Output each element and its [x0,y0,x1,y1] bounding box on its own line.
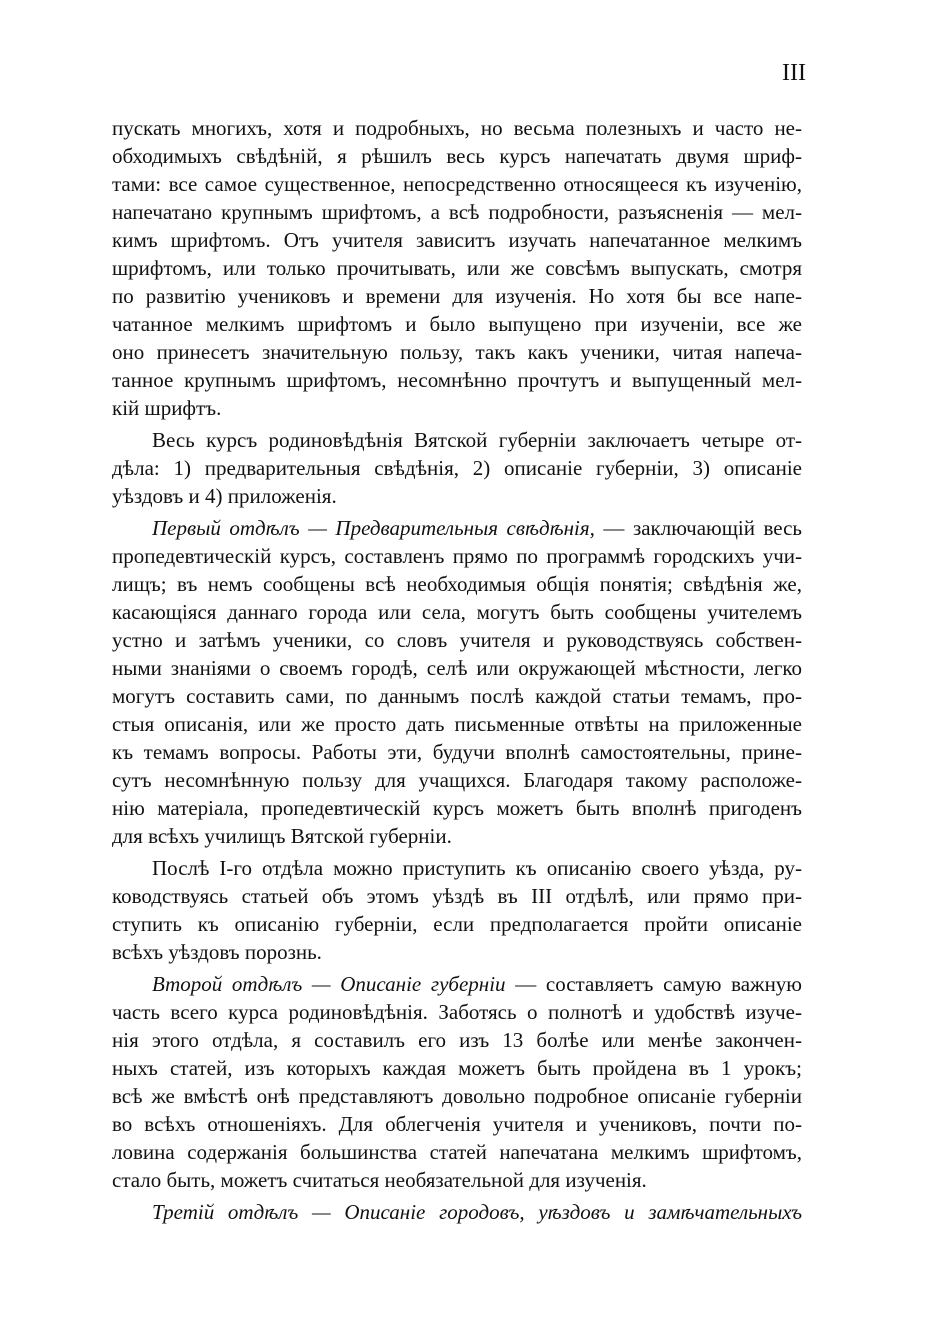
text-line: ловина содержанія большинства статей напечатана мелкимъ шрифтомъ, [112,1140,802,1164]
section-heading-italic: Второй отдѣлъ — Описаніе губерніи [152,972,506,996]
text-line: по развитію учениковъ и времени для изученія. Но хотя бы все напе- [112,284,802,308]
paragraph [112,114,802,422]
text-line: всѣ же вмѣстѣ онѣ представляютъ довольно подробное описаніе губерніи [112,1084,802,1108]
text-line: къ темамъ вопросы. Работы эти, будучи вполнѣ самостоятельны, прине- [112,740,802,764]
text-line: устно и затѣмъ ученики, со словъ учителя и руководствуясь собствен- [112,628,802,652]
text-line: танное крупнымъ шрифтомъ, несомнѣнно прочтутъ и выпущенный мел- [112,368,802,392]
text-line: нія этого отдѣла, я составилъ его изъ 13 болѣе или менѣе закончен- [112,1028,802,1052]
text-line: ными знаніями о своемъ городѣ, селѣ или окружающей мѣстности, легко [112,656,802,680]
paragraph [112,426,802,510]
text-line: ководствуясь статьей объ этомъ уѣздѣ въ III отдѣлѣ, или прямо при- [112,884,802,908]
text-run: — заключающій весь [594,516,802,540]
text-line: чатанное мелкимъ шрифтомъ и было выпущено при изученіи, все же [112,312,802,336]
text-line: касающіяся даннаго города или села, могутъ быть сообщены учителемъ [112,600,802,624]
text-line: тами: все самое существенное, непосредственно относящееся къ изученію, [112,172,802,196]
text-line: напечатано крупнымъ шрифтомъ, а всѣ подробности, разъясненія — мел- [112,200,802,224]
text-line: кимъ шрифтомъ. Отъ учителя зависитъ изучать напечатанное мелкимъ [112,228,802,252]
text-line: уѣздовъ и 4) приложенія. [112,484,337,508]
paragraph [112,854,802,966]
text-line: ступить къ описанію губерніи, если предполагается пройти описаніе [112,912,802,936]
text-line: лищъ; въ немъ сообщены всѣ необходимыя общія понятія; свѣдѣнія же, [112,572,802,596]
paragraph [112,514,802,850]
text-line: нію матеріала, пропедевтическій курсъ можетъ быть вполнѣ пригоденъ [112,796,802,820]
text-line: часть всего курса родиновѣдѣнія. Заботясь о полнотѣ и удобствѣ изуче- [112,1000,802,1024]
text-line: могутъ составить сами, по даннымъ послѣ каждой статьи темамъ, про- [112,684,802,708]
text-line [112,1198,802,1226]
text-line: пускать многихъ, хотя и подробныхъ, но весьма полезныхъ и часто не- [112,116,802,140]
text-line: всѣхъ уѣздовъ порознь. [112,940,322,964]
text-line: во всѣхъ отношеніяхъ. Для облегченія учителя и учениковъ, почти по- [112,1112,802,1136]
text-line: Послѣ I-го отдѣла можно приступить къ описанію своего уѣзда, ру- [152,856,802,880]
paragraph [112,970,802,1194]
paragraph [112,1198,802,1226]
text-line [112,970,802,998]
text-line: стыя описанія, или же просто дать письменные отвѣты на приложенные [112,712,802,736]
text-line: Весь курсъ родиновѣдѣнія Вятской губерніи заключаетъ четыре от- [152,428,802,452]
body-text [112,114,802,1230]
text-line: стало быть, можетъ считаться необязательной для изученія. [112,1168,647,1192]
text-line: обходимыхъ свѣдѣній, я рѣшилъ весь курсъ напечатать двумя шриф- [112,144,802,168]
section-heading-italic: Первый отдѣлъ — Предварительныя свѣдѣнія, [152,516,595,540]
text-line: кій шрифтъ. [112,396,222,420]
text-run: — составляетъ самую важную [505,972,802,996]
text-line: сутъ несомнѣнную пользу для учащихся. Благодаря такому расположе- [112,768,802,792]
page-number: III [782,60,806,86]
text-line: оно принесетъ значительную пользу, такъ какъ ученики, читая напеча- [112,340,802,364]
text-line: шрифтомъ, или только прочитывать, или же совсѣмъ выпускать, смотря [112,256,802,280]
text-line: ныхъ статей, изъ которыхъ каждая можетъ быть пройдена въ 1 урокъ; [112,1056,802,1080]
text-line [112,514,802,542]
text-line: пропедевтическій курсъ, составленъ прямо по программѣ городскихъ учи- [112,544,802,568]
text-line: для всѣхъ училищъ Вятской губерніи. [112,824,452,848]
text-line: дѣла: 1) предварительныя свѣдѣнія, 2) описаніе губерніи, 3) описаніе [112,456,802,480]
section-heading-italic: Третій отдѣлъ — Описаніе городовъ, уѣздовъ и замѣчательныхъ [152,1200,802,1224]
